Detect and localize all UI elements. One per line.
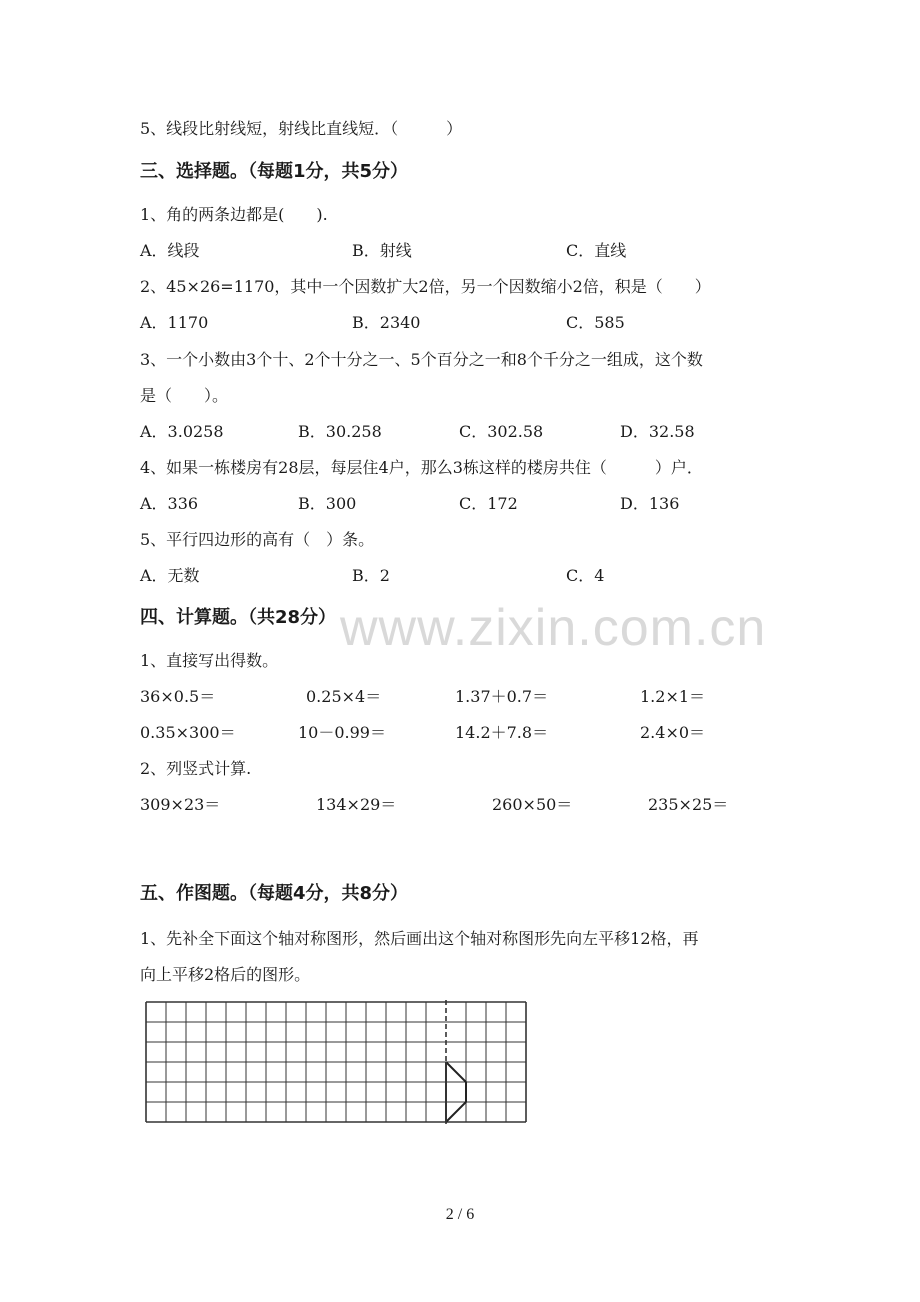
q3-2-option-a: A．1170 [140, 313, 209, 332]
q3-5-option-c: C．4 [566, 566, 605, 585]
q3-3-text-line2: 是（ ）。 [140, 386, 229, 405]
drawing-grid [144, 1000, 530, 1126]
q3-5-option-a: A．无数 [140, 566, 200, 585]
q3-3-text-line1: 3、一个小数由3个十、2个十分之一、5个百分之一和8个千分之一组成，这个数 [140, 350, 703, 369]
q3-4-option-c: C．172 [459, 494, 518, 513]
calc-item: 0.25×4＝ [306, 687, 382, 706]
vertical-calc-item: 309×23＝ [140, 795, 221, 814]
section-5-heading: 五、作图题。（每题4分，共8分） [140, 883, 409, 904]
calc-item: 36×0.5＝ [140, 687, 216, 706]
calc-item: 1.37＋0.7＝ [455, 687, 549, 706]
q3-5-text: 5、平行四边形的高有（ ）条。 [140, 530, 375, 549]
page-number: 2 / 6 [445, 1206, 475, 1223]
vertical-calc-item: 235×25＝ [648, 795, 729, 814]
section-3-heading: 三、选择题。（每题1分，共5分） [140, 161, 409, 182]
calc-item: 0.35×300＝ [140, 723, 236, 742]
half-figure [446, 1062, 466, 1122]
section-4-heading: 四、计算题。（共28分） [140, 607, 337, 628]
q3-4-option-a: A．336 [140, 494, 199, 513]
q3-2-option-c: C．585 [566, 313, 625, 332]
judge-item-5: 5、线段比射线短，射线比直线短．（ ） [140, 119, 463, 138]
q3-4-option-b: B．300 [298, 494, 357, 513]
q4-2-text: 2、列竖式计算. [140, 759, 252, 778]
q3-3-option-c: C．302.58 [459, 422, 544, 441]
q3-1-text: 1、角的两条边都是( ). [140, 205, 328, 224]
q3-4-option-d: D．136 [620, 494, 680, 513]
q3-2-text: 2、45×26=1170，其中一个因数扩大2倍，另一个因数缩小2倍，积是（ ） [140, 277, 711, 296]
q3-5-option-b: B．2 [352, 566, 390, 585]
calc-item: 1.2×1＝ [640, 687, 706, 706]
vertical-calc-item: 260×50＝ [492, 795, 573, 814]
q3-1-option-c: C．直线 [566, 241, 627, 260]
calc-item: 10－0.99＝ [298, 723, 386, 742]
q3-1-option-a: A．线段 [140, 241, 200, 260]
q3-1-option-b: B．射线 [352, 241, 412, 260]
q3-3-option-b: B．30.258 [298, 422, 382, 441]
q5-1-text-line1: 1、先补全下面这个轴对称图形，然后画出这个轴对称图形先向左平移12格，再 [140, 929, 699, 948]
q5-1-text-line2: 向上平移2格后的图形。 [140, 965, 311, 984]
vertical-calc-item: 134×29＝ [316, 795, 397, 814]
q3-4-text: 4、如果一栋楼房有28层，每层住4户，那么3栋这样的楼房共住（ ）户． [140, 458, 703, 477]
calc-item: 2.4×0＝ [640, 723, 706, 742]
q3-3-option-a: A．3.0258 [140, 422, 224, 441]
q4-1-text: 1、直接写出得数。 [140, 651, 279, 670]
calc-item: 14.2＋7.8＝ [455, 723, 549, 742]
watermark: www.zixin.com.cn [340, 599, 767, 657]
q3-2-option-b: B．2340 [352, 313, 421, 332]
q3-3-option-d: D．32.58 [620, 422, 695, 441]
